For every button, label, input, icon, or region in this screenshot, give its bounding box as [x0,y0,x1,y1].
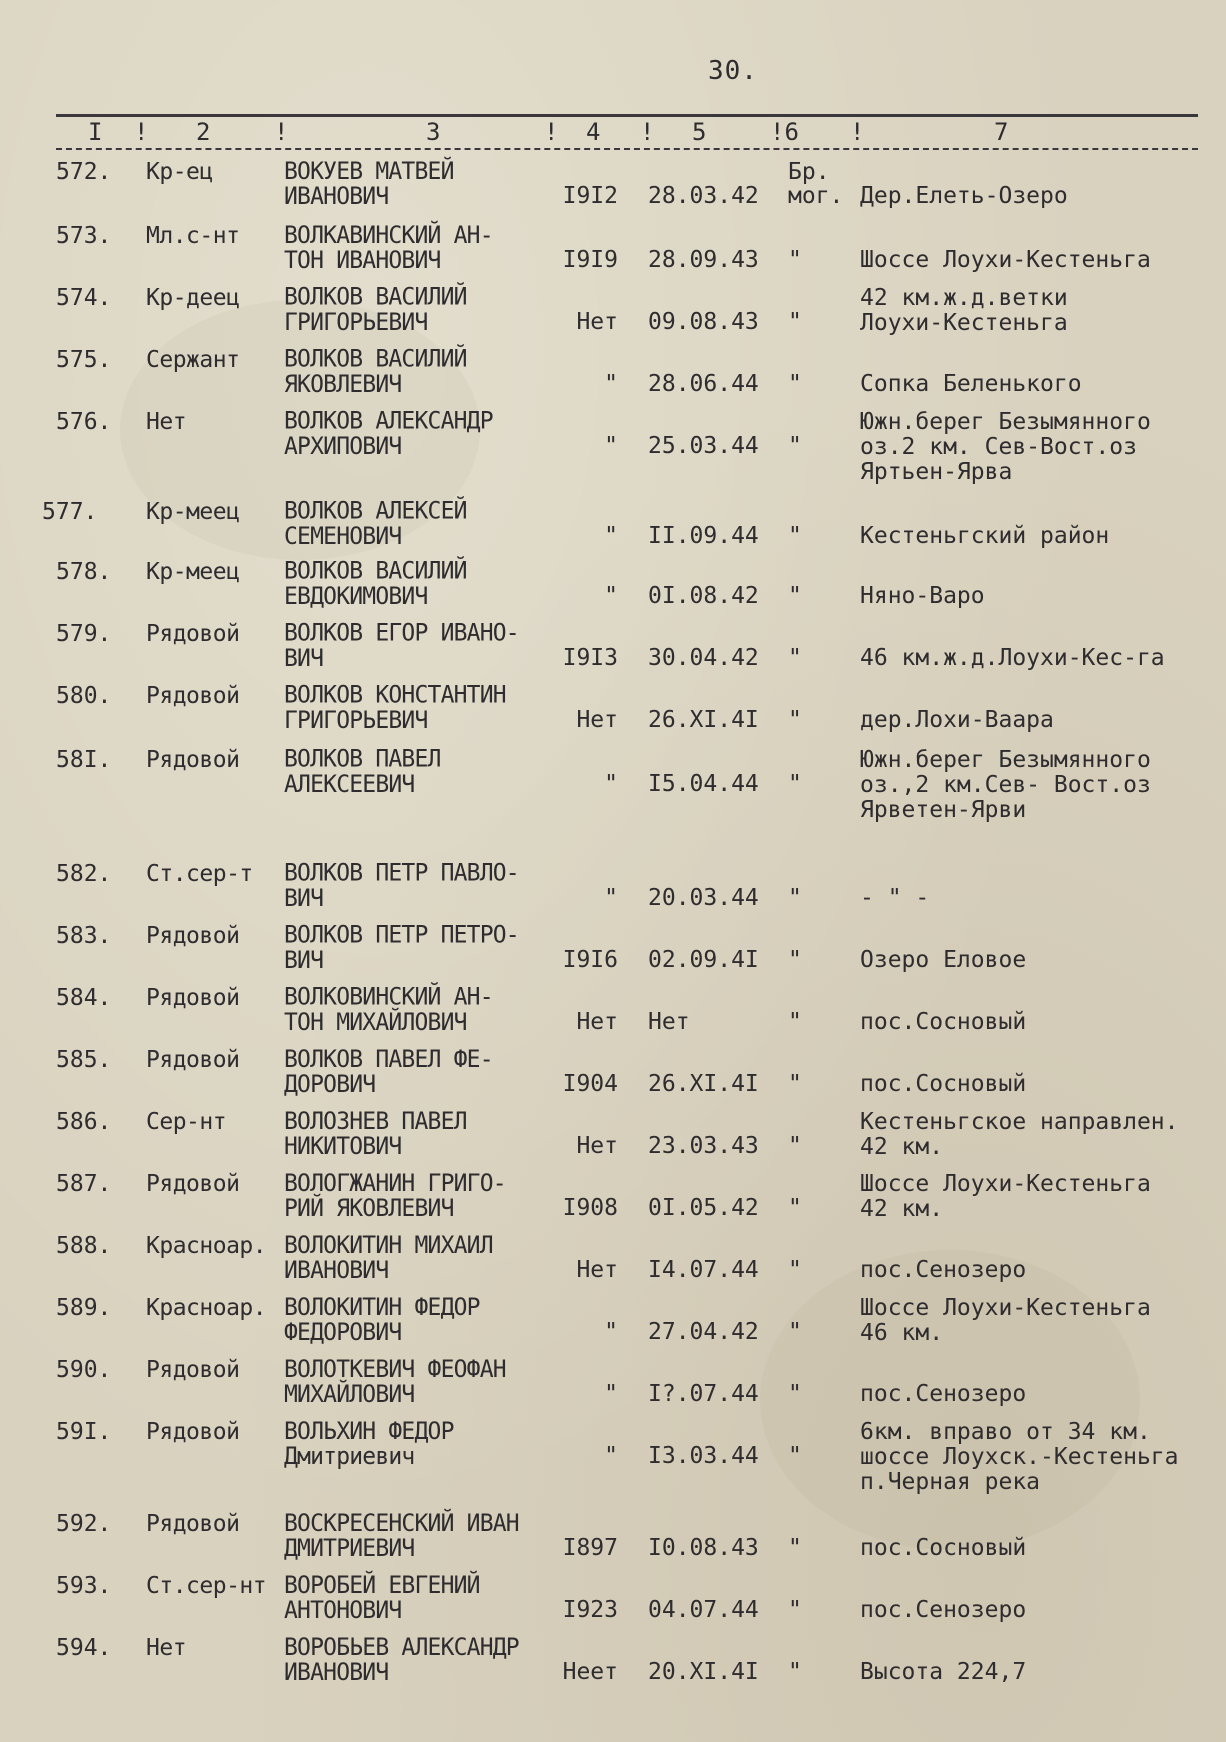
death-date: II.09.44 [648,523,759,549]
full-name: ВОЛОКИТИН ФЕДОР ФЕДОРОВИЧ [284,1293,480,1347]
rank: Рядовой [146,1047,240,1073]
birth-year: Неет [562,1659,618,1685]
death-date: 30.04.42 [648,645,759,671]
rank: Нет [146,1635,187,1661]
full-name: ВОЛКОВ ПЕТР ПАВЛО- ВИЧ [284,859,519,913]
burial-type: " [788,885,802,911]
burial-type: " [788,1535,802,1561]
rank: Нет [146,409,187,435]
rank: Кр-ец [146,159,213,185]
row-number: 578. [56,559,112,585]
birth-year: Нет [576,1009,618,1035]
birth-year: " [604,1443,618,1469]
header-sep: ! [134,118,149,146]
row-number: 58I. [56,747,112,773]
burial-type: " [788,1257,802,1283]
burial-type: " [788,583,802,609]
burial-place: Дер.Елеть-Озеро [860,183,1068,209]
burial-type: " [788,1381,802,1407]
burial-place: Шоссе Лоухи-Кестеньга 42 км. [860,1171,1151,1222]
header-col-6: !6 [770,118,799,146]
burial-type: " [788,247,802,273]
rank: Рядовой [146,1171,240,1197]
full-name: ВОЛКОВИНСКИЙ АН- ТОН МИХАЙЛОВИЧ [284,983,493,1037]
death-date: 0I.08.42 [648,583,759,609]
burial-type: " [788,1009,802,1035]
rank: Красноар. [146,1295,267,1321]
row-number: 589. [56,1295,112,1321]
row-number: 573. [56,223,112,249]
birth-year: I9I3 [562,645,618,671]
death-date: 26.XI.4I [648,1071,759,1097]
rank: Ст.сер-т [146,861,253,887]
burial-type: " [788,645,802,671]
rank: Рядовой [146,1419,240,1445]
burial-place: Няно-Варо [860,583,985,609]
burial-place: Шоссе Лоухи-Кестеньга 46 км. [860,1295,1151,1346]
death-date: 27.04.42 [648,1319,759,1345]
header-col-4: 4 [586,118,601,146]
birth-year: " [604,1319,618,1345]
burial-place: Южн.берег Безымянного оз.2 км. Сев-Вост.оз Яртьен-Ярва [860,409,1151,485]
birth-year: I904 [562,1071,618,1097]
full-name: ВОЛКАВИНСКИЙ АН- ТОН ИВАНОВИЧ [284,221,493,275]
burial-place: пос.Сосновый [860,1071,1027,1097]
birth-year: I923 [562,1597,618,1623]
full-name: ВОЛКОВ ВАСИЛИЙ ГРИГОРЬЕВИЧ [284,283,467,337]
death-date: 02.09.4I [648,947,759,973]
row-number: 575. [56,347,112,373]
row-number: 586. [56,1109,112,1135]
death-date: 09.08.43 [648,309,759,335]
full-name: ВОСКРЕСЕНСКИЙ ИВАН ДМИТРИЕВИЧ [284,1509,519,1563]
full-name: ВОЛКОВ АЛЕКСЕЙ СЕМЕНОВИЧ [284,497,467,551]
burial-type: " [788,947,802,973]
birth-year: I908 [562,1195,618,1221]
rank: Рядовой [146,1357,240,1383]
header-sep: ! [850,118,865,146]
full-name: ВОЛКОВ ВАСИЛИЙ ЯКОВЛЕВИЧ [284,345,467,399]
page-number: 30. [708,56,758,86]
header-col-2: 2 [196,118,211,146]
death-date: 28.03.42 [648,183,759,209]
death-date: 20.XI.4I [648,1659,759,1685]
burial-type: " [788,771,802,797]
birth-year: " [604,583,618,609]
burial-type: " [788,1195,802,1221]
row-number: 579. [56,621,112,647]
rank: Красноар. [146,1233,267,1259]
birth-year: Нет [576,707,618,733]
row-number: 588. [56,1233,112,1259]
header-sep: ! [274,118,289,146]
burial-place: Кестеньгский район [860,523,1110,549]
burial-place: пос.Сосновый [860,1535,1027,1561]
burial-type: Бр. мог. [788,159,844,209]
rank: Ст.сер-нт [146,1573,267,1599]
birth-year: Нет [576,1257,618,1283]
header-col-7: 7 [994,118,1009,146]
header-sep: ! [544,118,559,146]
row-number: 576. [56,409,112,435]
full-name: ВОРОБЬЕВ АЛЕКСАНДР ИВАНОВИЧ [284,1633,519,1687]
row-number: 582. [56,861,112,887]
rank: Рядовой [146,621,240,647]
burial-place: 6км. вправо от 34 км. шоссе Лоухск.-Кестеньга п.Черная река [860,1419,1179,1495]
row-number: 593. [56,1573,112,1599]
rank: Рядовой [146,923,240,949]
rank: Рядовой [146,1511,240,1537]
burial-place: дер.Лохи-Ваара [860,707,1054,733]
burial-place: 46 км.ж.д.Лоухи-Кес-га [860,645,1165,671]
full-name: ВОЛОКИТИН МИХАИЛ ИВАНОВИЧ [284,1231,493,1285]
row-number: 577. [42,499,98,525]
death-date: I0.08.43 [648,1535,759,1561]
burial-type: " [788,1071,802,1097]
birth-year: I9I6 [562,947,618,973]
birth-year: I9I2 [562,183,618,209]
burial-place: Южн.берег Безымянного оз.,2 км.Сев- Вост.оз Ярветен-Ярви [860,747,1151,823]
birth-year: " [604,523,618,549]
burial-type: " [788,1133,802,1159]
birth-year: I897 [562,1535,618,1561]
rank: Рядовой [146,747,240,773]
birth-year: I9I9 [562,247,618,273]
burial-place: Сопка Беленького [860,371,1082,397]
burial-place: пос.Сенозеро [860,1381,1027,1407]
burial-place: Шоссе Лоухи-Кестеньга [860,247,1151,273]
burial-place: пос.Сенозеро [860,1257,1027,1283]
row-number: 587. [56,1171,112,1197]
burial-type: " [788,707,802,733]
row-number: 584. [56,985,112,1011]
death-date: 04.07.44 [648,1597,759,1623]
death-date: 28.06.44 [648,371,759,397]
rank: Кр-меец [146,559,240,585]
full-name: ВОРОБЕЙ ЕВГЕНИЙ АНТОНОВИЧ [284,1571,480,1625]
row-number: 594. [56,1635,112,1661]
full-name: ВОЛКОВ ЕГОР ИВАНО- ВИЧ [284,619,519,673]
burial-place: Кестеньгское направлен. 42 км. [860,1109,1179,1160]
burial-place: пос.Сосновый [860,1009,1027,1035]
burial-type: " [788,1659,802,1685]
death-date: 0I.05.42 [648,1195,759,1221]
row-number: 574. [56,285,112,311]
full-name: ВОЛКОВ АЛЕКСАНДР АРХИПОВИЧ [284,407,493,461]
table-header [56,118,1198,150]
burial-type: " [788,1443,802,1469]
death-date: I3.03.44 [648,1443,759,1469]
rank: Сержант [146,347,240,373]
death-date: 26.XI.4I [648,707,759,733]
header-col-3: 3 [426,118,441,146]
row-number: 583. [56,923,112,949]
burial-place: Озеро Еловое [860,947,1027,973]
full-name: ВОЛКОВ ПАВЕЛ ФЕ- ДОРОВИЧ [284,1045,493,1099]
death-date: 28.09.43 [648,247,759,273]
birth-year: " [604,433,618,459]
burial-type: " [788,371,802,397]
full-name: ВОЛЬХИН ФЕДОР Дмитриевич [284,1417,454,1471]
row-number: 572. [56,159,112,185]
death-date: I5.04.44 [648,771,759,797]
death-date: 25.03.44 [648,433,759,459]
header-col-1: I [88,118,103,146]
row-number: 580. [56,683,112,709]
header-col-5: 5 [692,118,707,146]
burial-place: Высота 224,7 [860,1659,1027,1685]
burial-type: " [788,1319,802,1345]
death-date: 23.03.43 [648,1133,759,1159]
row-number: 590. [56,1357,112,1383]
full-name: ВОКУЕВ МАТВЕЙ ИВАНОВИЧ [284,157,454,211]
death-date: I4.07.44 [648,1257,759,1283]
burial-place: пос.Сенозеро [860,1597,1027,1623]
rank: Сер-нт [146,1109,227,1135]
birth-year: " [604,771,618,797]
full-name: ВОЛОГЖАНИН ГРИГО- РИЙ ЯКОВЛЕВИЧ [284,1169,506,1223]
rank: Кр-меец [146,499,240,525]
burial-type: " [788,523,802,549]
birth-year: " [604,885,618,911]
full-name: ВОЛКОВ ПАВЕЛ АЛЕКСЕЕВИЧ [284,745,441,799]
birth-year: Нет [576,309,618,335]
table-top-rule [56,114,1198,117]
rank: Рядовой [146,985,240,1011]
full-name: ВОЛОЗНЕВ ПАВЕЛ НИКИТОВИЧ [284,1107,467,1161]
full-name: ВОЛКОВ ПЕТР ПЕТРО- ВИЧ [284,921,519,975]
full-name: ВОЛКОВ ВАСИЛИЙ ЕВДОКИМОВИЧ [284,557,467,611]
burial-type: " [788,309,802,335]
birth-year: " [604,1381,618,1407]
birth-year: Нет [576,1133,618,1159]
rank: Мл.с-нт [146,223,240,249]
full-name: ВОЛКОВ КОНСТАНТИН ГРИГОРЬЕВИЧ [284,681,506,735]
birth-year: " [604,371,618,397]
death-date: Нет [648,1009,690,1035]
death-date: I?.07.44 [648,1381,759,1407]
row-number: 59I. [56,1419,112,1445]
burial-type: " [788,433,802,459]
header-sep: ! [640,118,655,146]
burial-place: 42 км.ж.д.ветки Лоухи-Кестеньга [860,285,1068,336]
rank: Кр-деец [146,285,240,311]
full-name: ВОЛОТКЕВИЧ ФЕОФАН МИХАЙЛОВИЧ [284,1355,506,1409]
row-number: 592. [56,1511,112,1537]
burial-type: " [788,1597,802,1623]
death-date: 20.03.44 [648,885,759,911]
burial-place: - " - [860,885,930,911]
row-number: 585. [56,1047,112,1073]
rank: Рядовой [146,683,240,709]
